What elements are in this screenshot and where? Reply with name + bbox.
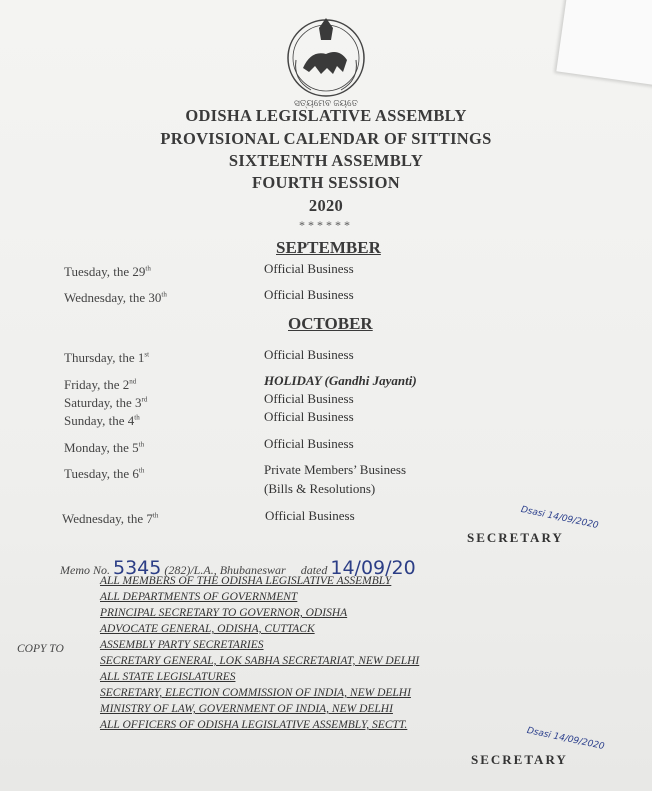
memo-reference: (282)/L.A., Bhubaneswar: [164, 563, 286, 577]
sitting-business: Official Business: [264, 287, 354, 302]
sitting-business: Official Business: [265, 508, 355, 523]
sitting-date: Monday, the 5th: [64, 440, 145, 455]
holiday-label: HOLIDAY (Gandhi Jayanti): [264, 373, 417, 388]
recipient-item: SECRETARY GENERAL, LOK SABHA SECRETARIAT, NEW DELHI: [100, 655, 420, 667]
sitting-date: Saturday, the 3rd: [64, 395, 148, 410]
recipient-item: ALL DEPARTMENTS OF GOVERNMENT: [100, 591, 298, 603]
sitting-business: Official Business: [264, 347, 354, 362]
sitting-business: Private Members’ Business: [264, 462, 407, 477]
sitting-date: Wednesday, the 30th: [64, 290, 167, 305]
page-corner: [556, 0, 652, 88]
recipient-item: PRINCIPAL SECRETARY TO GOVERNOR, ODISHA: [100, 607, 348, 619]
secretary-signature-bottom: Dsasi 14/09/2020: [525, 725, 606, 753]
sitting-business-detail: (Bills & Resolutions): [264, 481, 376, 496]
recipient-item: ALL OFFICERS OF ODISHA LEGISLATIVE ASSEMBLY, SECTT.: [100, 719, 408, 731]
month-heading-september: SEPTEMBER: [276, 238, 381, 257]
secretary-designation: SECRETARY: [467, 530, 564, 545]
month-heading-october: OCTOBER: [288, 314, 373, 333]
secretary-designation-bottom: SECRETARY: [471, 752, 568, 767]
sitting-date: Tuesday, the 6th: [64, 466, 145, 481]
sitting-business: Official Business: [264, 436, 354, 451]
recipient-item: MINISTRY OF LAW, GOVERNMENT OF INDIA, NEW DELHI: [100, 703, 393, 715]
secretary-signature: Dsasi 14/09/2020: [519, 504, 600, 532]
sitting-business: Official Business: [264, 261, 354, 276]
session-year: 2020: [308, 196, 344, 215]
sitting-date: Friday, the 2nd: [64, 377, 137, 392]
recipient-item: ASSEMBLY PARTY SECRETARIES: [100, 639, 264, 651]
session-title: FOURTH SESSION: [251, 173, 401, 192]
sitting-date: Wednesday, the 7th: [62, 511, 159, 526]
separator-stars: ******: [299, 218, 353, 232]
sitting-business: Official Business: [264, 391, 354, 406]
sitting-date: Sunday, the 4th: [64, 413, 140, 428]
sitting-date: Tuesday, the 29th: [64, 264, 151, 279]
memo-number: 5345: [113, 557, 162, 579]
odisha-state-emblem-icon: [281, 10, 371, 100]
memo-date: 14/09/20: [330, 557, 416, 579]
recipient-item: ALL STATE LEGISLATURES: [100, 671, 236, 683]
recipient-item: SECRETARY, ELECTION COMMISSION OF INDIA, NEW DELHI: [100, 687, 411, 699]
memo-label: Memo No.: [60, 563, 110, 577]
assembly-title: ODISHA LEGISLATIVE ASSEMBLY: [185, 106, 467, 125]
sitting-date: Thursday, the 1st: [64, 350, 150, 365]
recipient-item: ADVOCATE GENERAL, ODISHA, CUTTACK: [100, 623, 315, 635]
assembly-number: SIXTEENTH ASSEMBLY: [228, 151, 424, 170]
dated-label: dated: [300, 563, 328, 577]
sitting-business: Official Business: [264, 409, 354, 424]
recipient-item: ALL MEMBERS OF THE ODISHA LEGISLATIVE ASSEMBLY: [100, 575, 392, 587]
copy-to-label: COPY TO: [17, 643, 64, 655]
calendar-title: PROVISIONAL CALENDAR OF SITTINGS: [160, 129, 492, 148]
emblem-motto: ସତ୍ୟମେବ ଜୟତେ: [294, 98, 358, 108]
